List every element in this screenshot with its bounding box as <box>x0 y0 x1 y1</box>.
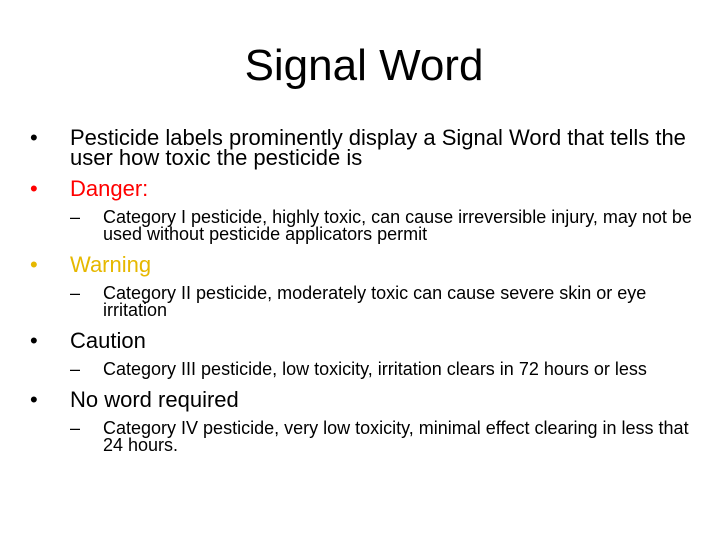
dash-glyph: – <box>70 207 81 227</box>
sub-bullet-danger <box>26 209 696 243</box>
bullet-glyph: • <box>30 387 38 412</box>
slide-content <box>26 125 696 466</box>
bullet-danger <box>26 176 696 201</box>
bullet-glyph: • <box>30 176 38 201</box>
sub-bullet-warning <box>26 285 696 319</box>
bullet-no-word <box>26 387 696 412</box>
bullet-text: Pesticide labels prominently display a Signal Word that tells the user how toxic the pesticide is <box>70 125 686 170</box>
sub-bullet-text: Category III pesticide, low toxicity, irritation clears in 72 hours or less <box>103 359 647 379</box>
sub-bullet-no-word <box>26 420 696 454</box>
sub-bullet-text: Category I pesticide, highly toxic, can cause irreversible injury, may not be used without pesticide applicators permit <box>103 207 692 244</box>
sub-bullet-caution <box>26 361 696 378</box>
bullet-text: Warning <box>70 252 152 277</box>
bullet-glyph: • <box>30 252 38 277</box>
bullet-glyph: • <box>30 125 38 150</box>
dash-glyph: – <box>70 283 81 303</box>
slide-title: Signal Word <box>244 41 484 90</box>
bullet-caution <box>26 328 696 353</box>
bullet-glyph: • <box>30 328 38 353</box>
sub-bullet-text: Category IV pesticide, very low toxicity, minimal effect clearing in less that 24 hours. <box>103 418 689 455</box>
dash-glyph: – <box>70 418 81 438</box>
sub-bullet-text: Category II pesticide, moderately toxic can cause severe skin or eye irritation <box>103 283 647 320</box>
bullet-intro <box>26 125 696 170</box>
bullet-text: No word required <box>70 387 239 412</box>
dash-glyph: – <box>70 359 81 379</box>
bullet-text: Caution <box>70 328 146 353</box>
bullet-text: Danger: <box>70 176 149 201</box>
bullet-warning <box>26 252 696 277</box>
